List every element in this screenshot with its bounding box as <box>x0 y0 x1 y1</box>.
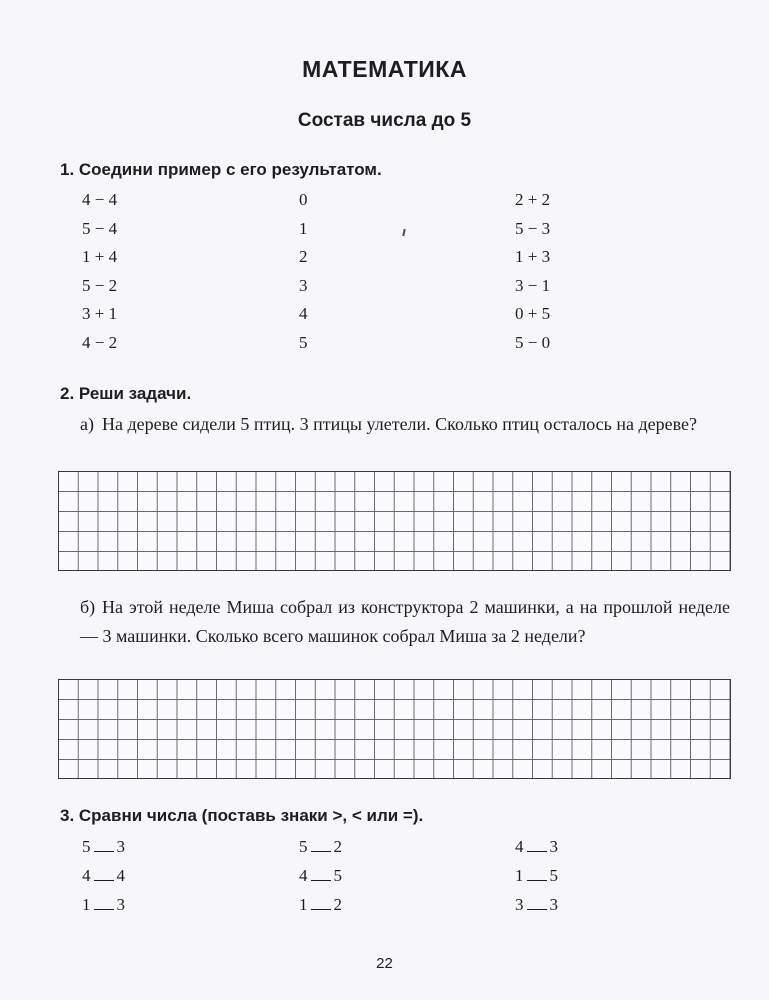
problem-b-text: На этой неделе Миша собрал из конструктора 2 машинки, а на прошлой неделе — 3 машинки. Сколько всего машинок собрал Миша за 2 недели? <box>80 597 730 646</box>
expression: 5 − 2 <box>82 275 118 295</box>
compare-item <box>299 832 342 861</box>
expression: 1 + 3 <box>515 247 551 266</box>
number: 5 <box>299 837 308 856</box>
problem-b <box>80 593 730 651</box>
number: 5 <box>333 866 342 885</box>
expression: 5 − 4 <box>82 218 118 238</box>
number: 3 <box>116 895 125 914</box>
compare-column-2 <box>299 832 342 919</box>
result: 5 <box>299 332 308 352</box>
number: 3 <box>549 837 558 856</box>
compare-item <box>299 861 342 890</box>
problem-a-text: На дереве сидели 5 птиц. 3 птицы улетели. Сколько птиц осталось на дереве? <box>102 414 697 434</box>
page-subtitle: Состав числа до 5 <box>297 110 472 131</box>
compare-item <box>515 832 558 861</box>
result: 2 <box>299 247 308 266</box>
answer-blank[interactable] <box>94 895 114 910</box>
number: 3 <box>515 895 524 914</box>
number: 5 <box>82 837 91 856</box>
result: 1 <box>299 218 308 238</box>
number: 4 <box>299 866 308 885</box>
number: 2 <box>333 895 342 914</box>
problem-b-label: б) <box>80 597 96 617</box>
answer-blank[interactable] <box>527 895 547 910</box>
compare-column-3 <box>515 832 558 919</box>
number: 1 <box>82 895 91 914</box>
expression: 5 − 3 <box>515 218 551 238</box>
answer-grid-b[interactable] <box>58 679 731 779</box>
compare-item <box>515 861 558 890</box>
result: 4 <box>299 304 308 323</box>
answer-blank[interactable] <box>94 866 114 881</box>
number: 2 <box>333 837 342 856</box>
expression: 0 + 5 <box>515 304 551 323</box>
expression: 2 + 2 <box>515 190 551 209</box>
result: 3 <box>299 275 308 295</box>
result: 0 <box>299 190 308 209</box>
number: 3 <box>116 837 125 856</box>
number: 5 <box>549 866 558 885</box>
answer-blank[interactable] <box>527 837 547 852</box>
expression: 4 − 2 <box>82 332 118 352</box>
number: 4 <box>515 837 524 856</box>
answer-blank[interactable] <box>311 837 331 852</box>
number: 1 <box>515 866 524 885</box>
problem-a <box>80 410 730 439</box>
number: 4 <box>116 866 125 885</box>
number: 4 <box>82 866 91 885</box>
compare-item <box>515 890 558 919</box>
task1-right-column <box>515 186 550 357</box>
compare-column-1 <box>82 832 125 919</box>
expression: 5 − 0 <box>515 332 551 352</box>
task1-left-column <box>82 186 117 357</box>
page-number: 22 <box>376 955 393 972</box>
compare-item <box>299 890 342 919</box>
task2-heading: 2. Реши задачи. <box>60 384 192 403</box>
page-title: МАТЕМАТИКА <box>302 56 467 82</box>
expression: 4 − 4 <box>82 190 118 209</box>
answer-blank[interactable] <box>311 866 331 881</box>
answer-blank[interactable] <box>527 866 547 881</box>
compare-item <box>82 861 125 890</box>
task3-heading: 3. Сравни числа (поставь знаки >, < или =). <box>60 806 424 825</box>
number: 1 <box>299 895 308 914</box>
expression: 3 − 1 <box>515 275 551 295</box>
answer-blank[interactable] <box>94 837 114 852</box>
expression: 1 + 4 <box>82 247 118 266</box>
expression: 3 + 1 <box>82 304 118 323</box>
answer-blank[interactable] <box>311 895 331 910</box>
task1-results-column <box>299 186 308 357</box>
task1-heading: 1. Соедини пример с его результатом. <box>60 160 382 179</box>
number: 3 <box>549 895 558 914</box>
problem-a-label: а) <box>80 414 94 434</box>
stray-mark <box>402 229 405 236</box>
answer-grid-a[interactable] <box>58 471 731 571</box>
compare-item <box>82 832 125 861</box>
compare-item <box>82 890 125 919</box>
